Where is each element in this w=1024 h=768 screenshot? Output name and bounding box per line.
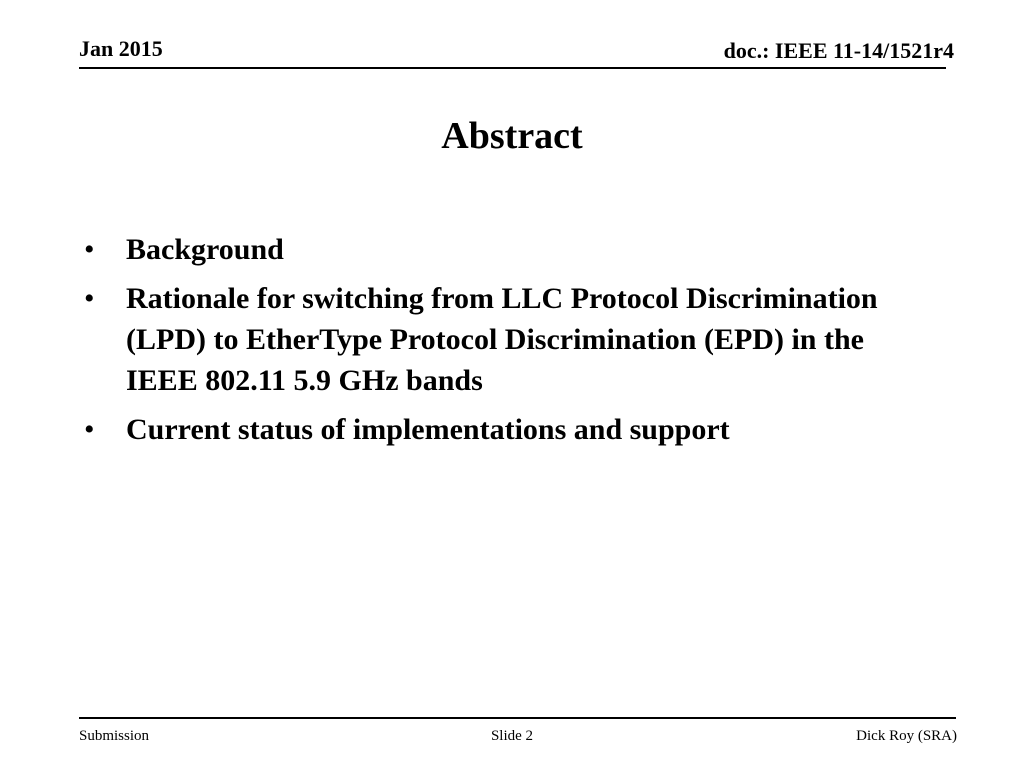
bullet-icon: • xyxy=(84,282,95,315)
bullet-item xyxy=(84,409,884,450)
header-divider xyxy=(79,67,946,69)
bullet-list xyxy=(84,229,884,458)
header-date: Jan 2015 xyxy=(79,36,163,61)
document-id: doc.: IEEE 11-14/1521r4 xyxy=(723,38,954,63)
bullet-item xyxy=(84,278,884,401)
bullet-text: Background xyxy=(126,233,284,266)
bullet-text: Current status of implementations and support xyxy=(126,413,730,446)
bullet-icon: • xyxy=(84,233,95,266)
bullet-icon: • xyxy=(84,413,95,446)
footer-author: Dick Roy (SRA) xyxy=(856,728,957,744)
bullet-text: Rationale for switching from LLC Protocol Discrimination (LPD) to EtherType Protocol Discrimination (EPD) in the IEEE 802.11 5.9 GHz bands xyxy=(126,282,878,397)
footer-divider xyxy=(79,717,956,719)
bullet-item xyxy=(84,229,884,270)
slide-title: Abstract xyxy=(441,115,583,157)
slide-number: Slide 2 xyxy=(490,728,534,744)
footer-submission: Submission xyxy=(79,728,150,744)
